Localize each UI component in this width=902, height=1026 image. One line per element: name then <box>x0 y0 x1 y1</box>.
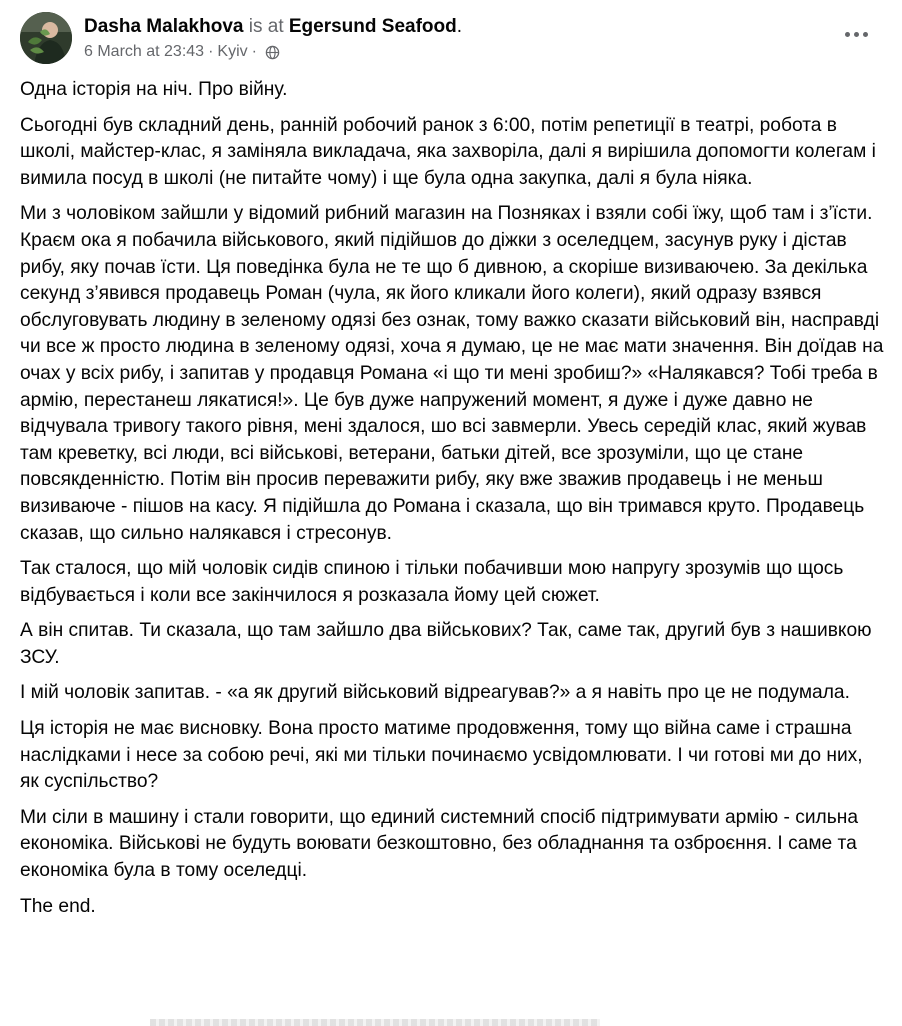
author-line <box>84 15 462 39</box>
avatar[interactable] <box>20 12 72 64</box>
post-paragraph: Ми з чоловіком зайшли у відомий рибний магазин на Позняках і взяли собі їжу, щоб там і з’їсти. Краєм ока я побачила військового, який підійшов до діжки з оселедцем, засунув руку і дістав рибу, яку почав їсти. Ця поведінка була не те що б дивною, а скоріше визиваючею. За декілька секунд з’явився продавець Роман (чула, як його кликали його колеги), який одразу взявся обслуговувать людину в зеленому одязі без ознак, тому важко сказати військовий він, насправді чи все ж просто людина в зеленому одязі, хоча я думаю, це не має мати значення. Він доїдав на очах у всіх рибу, і запитав у продавця Романа «і що ти мені зробиш?» «Налякався? Тобі треба в армію, перестанеш лякатися!». Це був дуже напружений момент, я дуже і дуже давно не відчувала тривогу такого рівня, мені здалося, шо всі завмерли. Увесь середій клас, який жував там креветку, всі люди, всі військові, ветерани, батьки дітей, все зрозуміли, що це стане повсякденністю. Потім він просив переважити рибу, яку вже зважив продавець і не меньш визиваюче - пішов на касу. Я підійшла до Романа і сказала, що він тримався круто. Продавець сказав, що сильно налякався і стресонув. <box>20 203 884 544</box>
globe-icon <box>265 45 280 60</box>
post-paragraph: І мій чоловік запитав. - «а як другий військовий відреагував?» а я навіть про це не подумала. <box>20 682 850 704</box>
post-paragraph: Так сталося, що мій чоловік сидів спиною і тільки побачивши мою напругу зрозумів що щось відбувається і коли все закінчилося я розказала йому цей сюжет. <box>20 558 844 606</box>
more-icon-dot <box>854 32 859 37</box>
meta-separator-2: · <box>251 43 257 60</box>
meta-separator: · <box>208 43 214 60</box>
post-body <box>20 77 886 929</box>
period: . <box>456 16 463 37</box>
cut-off-content <box>150 1019 600 1026</box>
author-name[interactable]: Dasha Malakhova <box>84 16 244 37</box>
post-meta <box>84 42 280 62</box>
is-at-text: is at <box>243 16 289 37</box>
post-timestamp[interactable]: 6 March at 23:43 <box>84 43 205 60</box>
more-options-button[interactable] <box>838 22 874 46</box>
post-paragraph: Одна історія на ніч. Про війну. <box>20 79 288 100</box>
post-paragraph: Ця історія не має висновку. Вона просто матиме продовження, тому що війна саме і страшна наслідками і несе за собою речі, які ми тільки починаємо усвідомлювати. І чи готові ми до них, як суспільство? <box>20 718 863 793</box>
more-icon-dot <box>863 32 868 37</box>
post-location[interactable]: Kyiv <box>217 43 248 60</box>
post-paragraph: Сьогодні був складний день, ранній робочий ранок з 6:00, потім репетиції в театрі, робота в школі, майстер-клас, я заміняла викладача, яка захворіла, далі я вирішила допомогти колегам і вимила посуд в школі (не питайте чому) і ще була одна закупка, далі я була ніяка. <box>20 114 876 189</box>
post-paragraph: The end. <box>20 895 96 917</box>
post-paragraph: А він спитав. Ти сказала, що там зайшло два військових? Так, саме так, другий був з нашивкою ЗСУ. <box>20 620 872 668</box>
post-paragraph: Ми сіли в машину і стали говорити, що единий системний спосіб підтримувати армію - сильна економіка. Військові не будуть воювати безкоштовно, без обладнання та озброєння. І саме та економіка була в тому оселедці. <box>20 806 859 882</box>
place-name[interactable]: Egersund Seafood <box>288 16 457 37</box>
avatar-image <box>20 12 72 64</box>
more-icon-dot <box>845 32 850 37</box>
post-header <box>20 12 882 64</box>
